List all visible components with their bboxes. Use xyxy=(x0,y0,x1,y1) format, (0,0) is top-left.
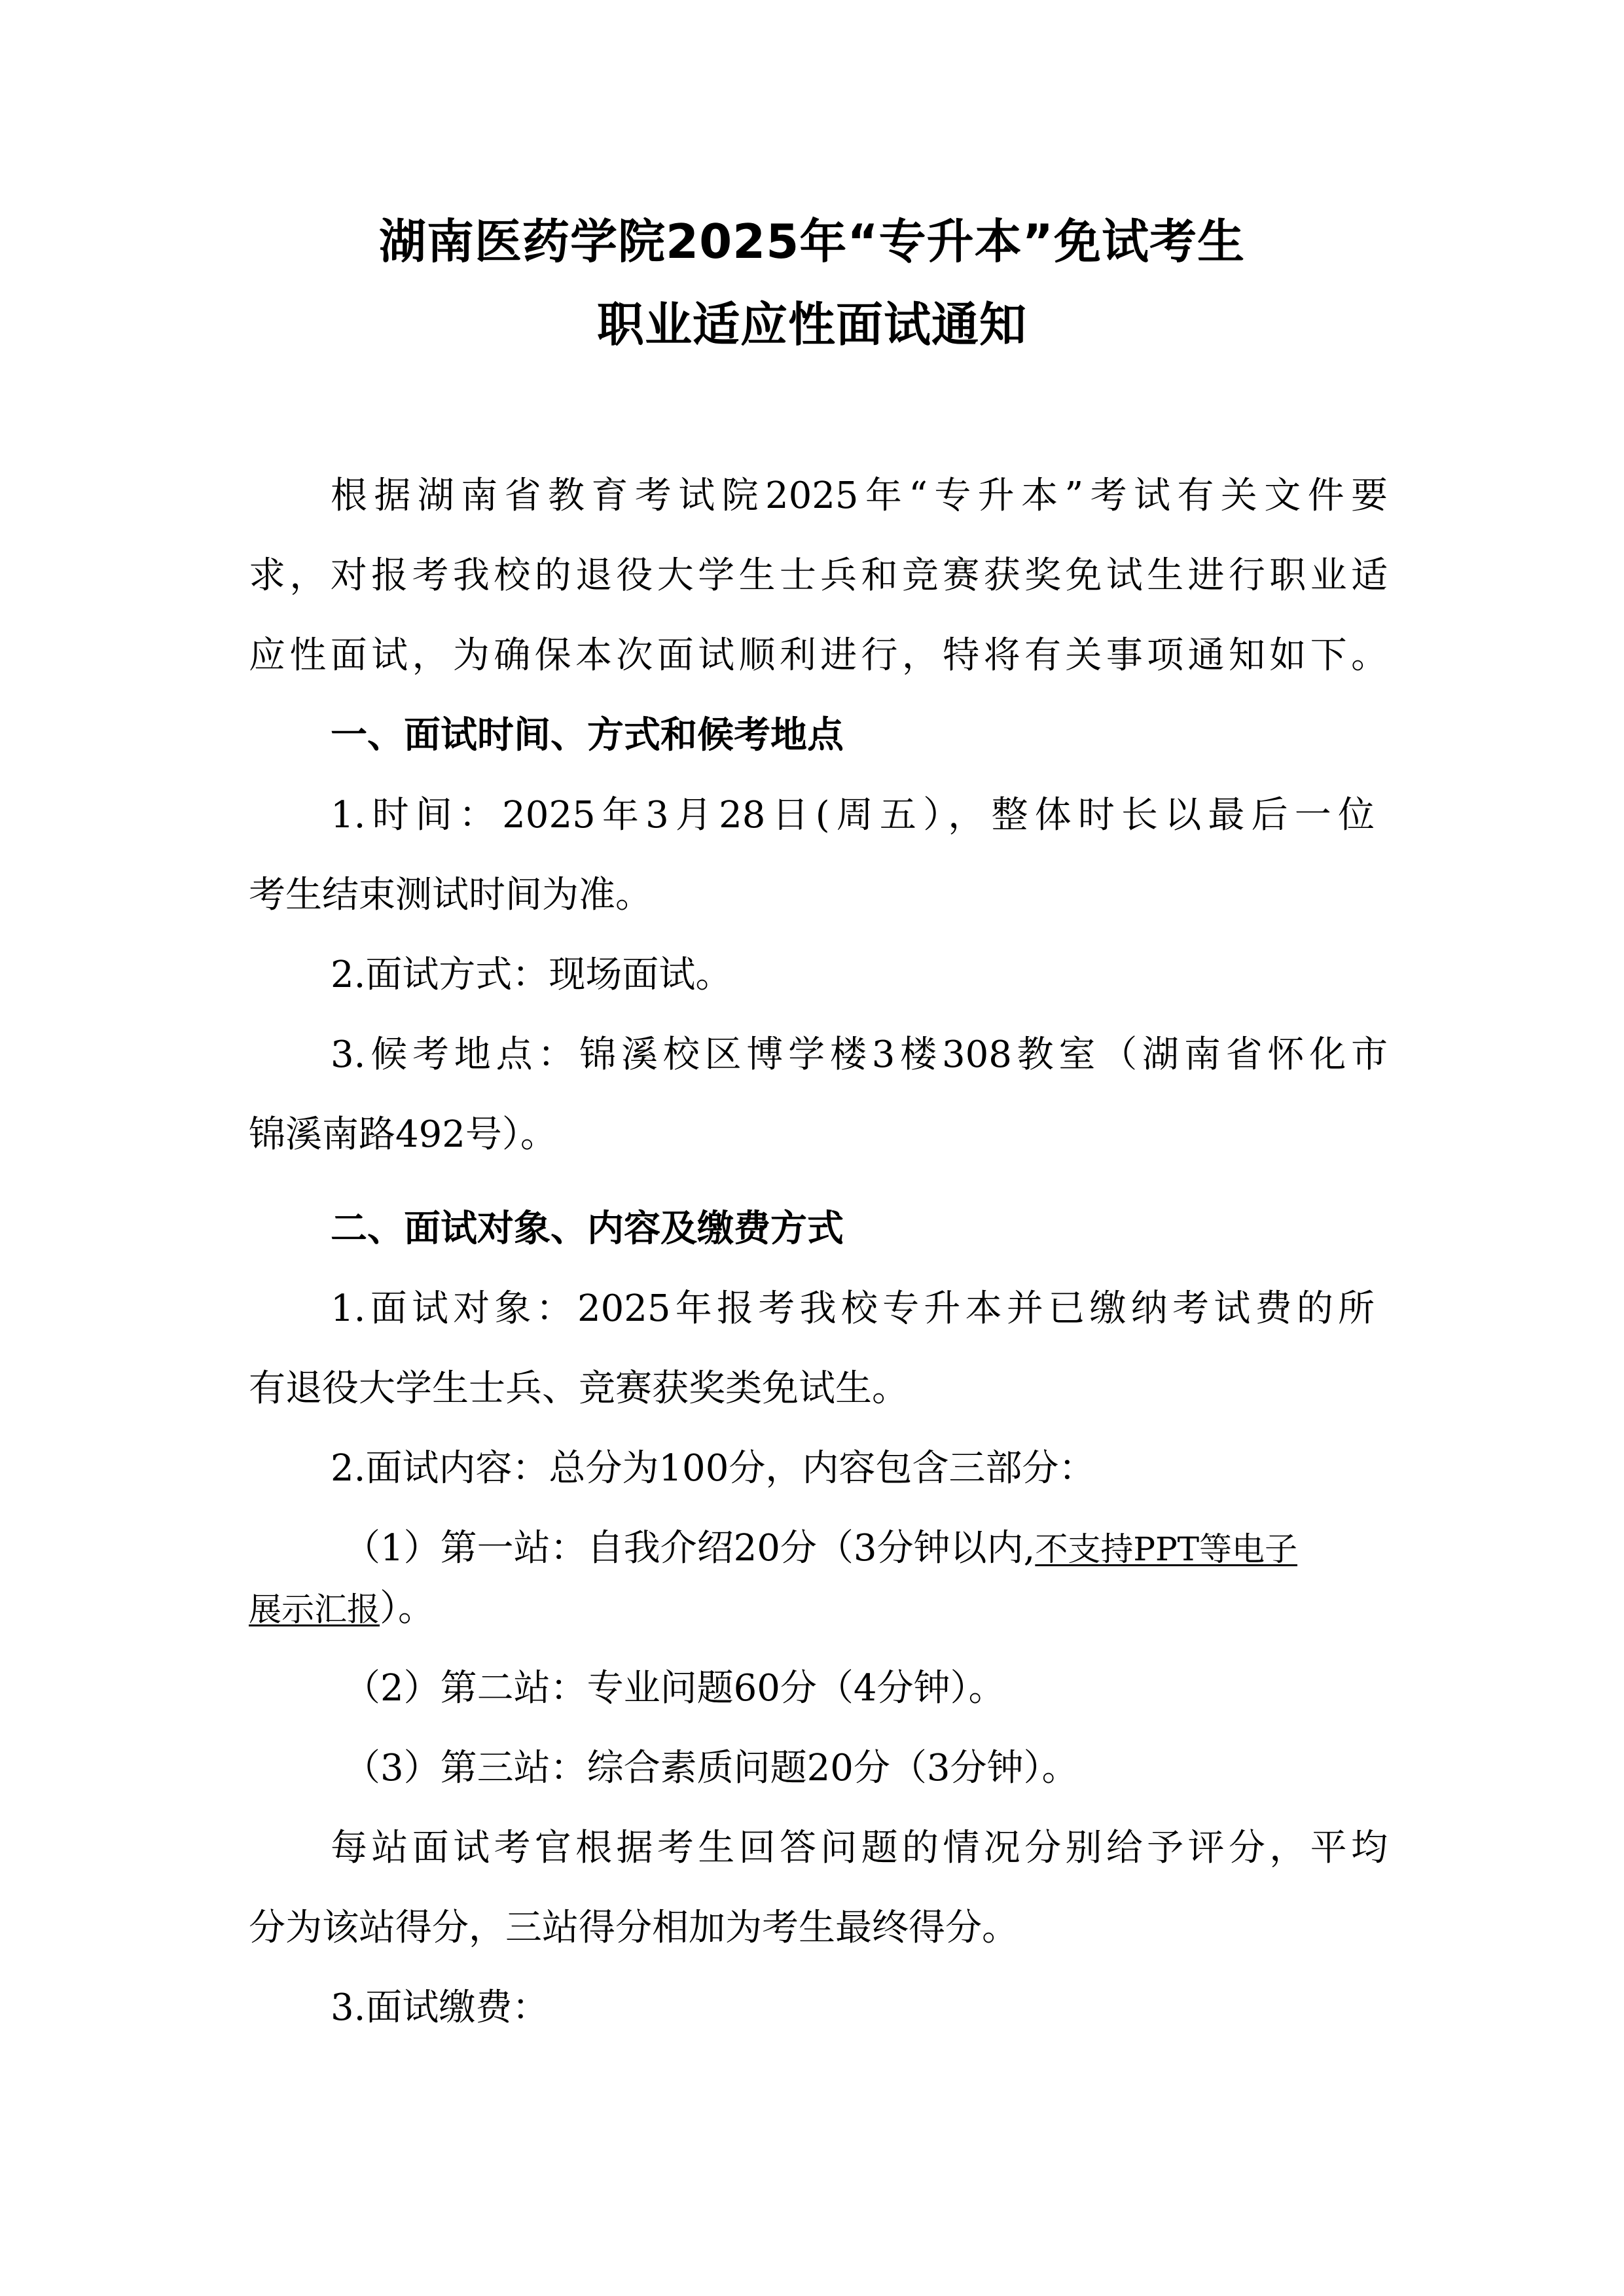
intro-paragraph-line-3: 应性面试，为确保本次面试顺利进行，特将有关事项通知如下。 xyxy=(249,634,1388,677)
section-2-item-2: 2.面试内容：总分为100分，内容包含三部分： xyxy=(331,1447,1096,1490)
station-2: （2）第二站：专业问题60分（4分钟）。 xyxy=(344,1667,1005,1710)
station-1-suffix: ）。 xyxy=(380,1587,435,1630)
document-title-line-1: 湖南医药学院2025年“专升本”免试考生 xyxy=(378,214,1246,269)
section-1-item-1-line-1: 1.时间：2025年3月28日(周五），整体时长以最后一位 xyxy=(331,794,1375,836)
station-1-underlined-note: 不支持PPT等电子 xyxy=(1035,1530,1297,1568)
station-1-prefix: （1）第一站：自我介绍20分（3分钟以内, xyxy=(344,1527,1036,1570)
section-2-heading: 二、面试对象、内容及缴费方式 xyxy=(331,1208,844,1250)
scoring-paragraph-line-1: 每站面试考官根据考生回答问题的情况分别给予评分，平均 xyxy=(331,1827,1388,1869)
intro-paragraph-line-2: 求，对报考我校的退役大学生士兵和竞赛获奖免试生进行职业适 xyxy=(249,554,1388,597)
section-1-item-2: 2.面试方式：现场面试。 xyxy=(331,954,732,996)
station-1-line-1 xyxy=(344,1527,1388,1570)
section-2-item-1-line-1: 1.面试对象：2025年报考我校专升本并已缴纳考试费的所 xyxy=(331,1287,1375,1330)
station-3: （3）第三站：综合素质问题20分（3分钟）。 xyxy=(344,1747,1079,1789)
section-1-item-1-line-2: 考生结束测试时间为准。 xyxy=(249,874,652,916)
section-1-item-3-line-1: 3.候考地点：锦溪校区博学楼3楼308教室（湖南省怀化市 xyxy=(331,1033,1388,1076)
section-2-item-1-line-2: 有退役大学生士兵、竞赛获奖类免试生。 xyxy=(249,1367,909,1410)
intro-paragraph-line-1: 根据湖南省教育考试院2025年“专升本”考试有关文件要 xyxy=(331,475,1388,517)
station-1-underlined-note-continued: 展示汇报 xyxy=(249,1590,380,1628)
section-1-heading: 一、面试时间、方式和候考地点 xyxy=(331,714,844,757)
scoring-paragraph-line-2: 分为该站得分，三站得分相加为考生最终得分。 xyxy=(249,1907,1019,1949)
section-2-item-3: 3.面试缴费： xyxy=(331,1986,549,2029)
section-1-item-3-line-2: 锦溪南路492号）。 xyxy=(249,1113,557,1156)
station-1-line-2 xyxy=(249,1587,1388,1630)
document-title-line-2: 职业适应性面试通知 xyxy=(596,297,1027,352)
